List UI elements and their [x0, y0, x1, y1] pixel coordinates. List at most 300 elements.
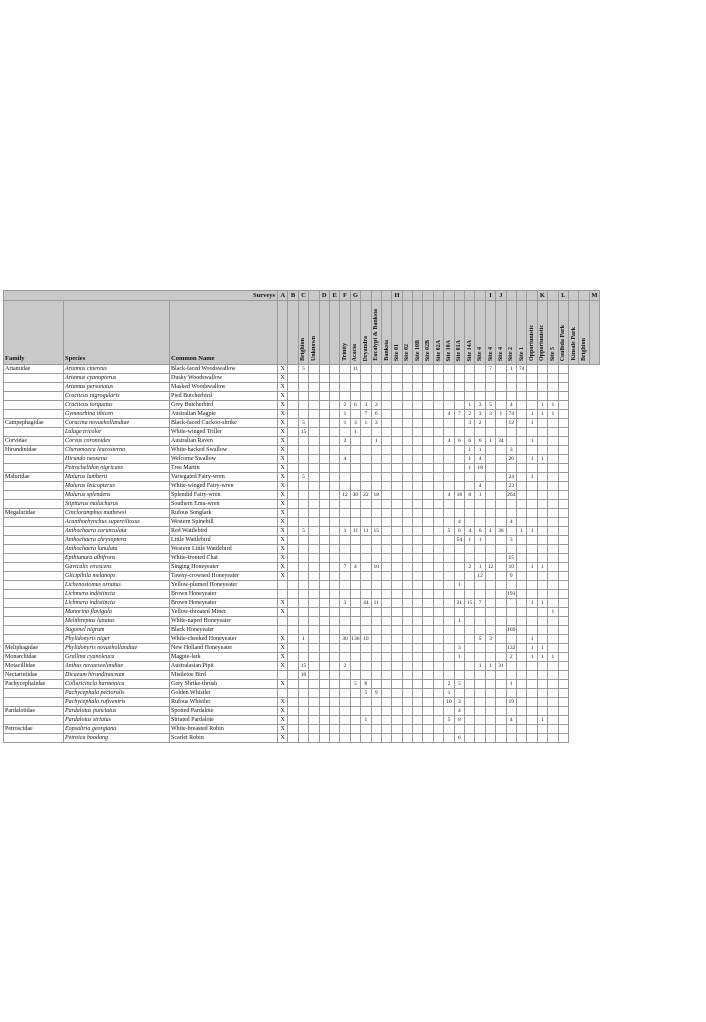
count-cell	[319, 473, 329, 482]
count-cell: 1	[475, 563, 485, 572]
count-cell	[454, 428, 464, 437]
count-cell	[548, 527, 558, 536]
count-cell	[444, 419, 454, 428]
count-cell	[506, 500, 516, 509]
count-cell	[319, 734, 329, 743]
site-column-header	[350, 301, 360, 365]
count-cell	[381, 410, 391, 419]
count-cell	[496, 491, 506, 500]
count-cell: 19	[506, 698, 516, 707]
table-row	[4, 419, 600, 428]
count-cell	[402, 689, 412, 698]
site-column-header	[371, 301, 381, 365]
count-cell	[329, 419, 339, 428]
count-cell: 12	[340, 491, 350, 500]
count-cell	[558, 671, 568, 680]
site-column-label: Site 5	[549, 346, 556, 361]
count-cell	[340, 617, 350, 626]
site-column-label: Site 1	[518, 346, 525, 361]
count-cell	[329, 671, 339, 680]
count-cell	[298, 563, 308, 572]
count-cell	[340, 680, 350, 689]
count-cell	[309, 581, 319, 590]
count-cell	[558, 410, 568, 419]
count-cell	[309, 419, 319, 428]
count-cell	[288, 617, 298, 626]
count-cell	[558, 419, 568, 428]
count-cell	[454, 509, 464, 518]
count-cell	[496, 680, 506, 689]
count-cell	[371, 455, 381, 464]
count-cell	[350, 671, 360, 680]
count-cell	[506, 581, 516, 590]
count-cell	[319, 644, 329, 653]
count-cell	[413, 653, 423, 662]
count-cell	[527, 383, 537, 392]
count-cell	[361, 374, 371, 383]
count-cell	[288, 554, 298, 563]
table-row	[4, 491, 600, 500]
count-cell	[433, 545, 443, 554]
count-cell	[475, 473, 485, 482]
count-cell: 7	[340, 563, 350, 572]
survey-group-header: M	[589, 291, 599, 301]
count-cell: 6	[454, 527, 464, 536]
count-cell: 1	[516, 527, 526, 536]
count-cell	[392, 536, 402, 545]
count-cell: 5	[298, 527, 308, 536]
count-cell	[402, 599, 412, 608]
presence-cell: X	[278, 437, 288, 446]
count-cell: 10	[506, 563, 516, 572]
family-cell	[4, 572, 64, 581]
count-cell	[361, 734, 371, 743]
count-cell: 193	[507, 591, 516, 597]
count-cell: 1	[548, 401, 558, 410]
count-cell	[371, 428, 381, 437]
count-cell	[454, 419, 464, 428]
common-name-cell: Welcome Swallow	[170, 455, 278, 464]
count-cell: 1	[444, 689, 454, 698]
count-cell	[516, 509, 526, 518]
count-cell	[444, 581, 454, 590]
count-cell	[350, 662, 360, 671]
presence-cell: X	[278, 680, 288, 689]
count-cell	[423, 437, 433, 446]
count-cell	[413, 545, 423, 554]
count-cell	[319, 545, 329, 554]
count-cell: 1	[527, 455, 537, 464]
count-cell	[288, 446, 298, 455]
count-cell: 1	[485, 527, 495, 536]
count-cell	[444, 635, 454, 644]
count-cell	[465, 707, 475, 716]
count-cell	[516, 473, 526, 482]
site-column-header	[319, 301, 329, 365]
count-cell: 5	[444, 716, 454, 725]
site-column-header	[465, 301, 475, 365]
count-cell	[485, 572, 495, 581]
count-cell	[423, 428, 433, 437]
count-cell	[392, 554, 402, 563]
count-cell	[319, 446, 329, 455]
count-cell	[288, 545, 298, 554]
count-cell	[309, 689, 319, 698]
count-cell	[392, 716, 402, 725]
count-cell	[350, 590, 360, 599]
count-cell: 3	[350, 419, 360, 428]
count-cell	[371, 518, 381, 527]
count-cell	[465, 617, 475, 626]
count-cell: 74	[516, 365, 526, 374]
count-cell	[381, 599, 391, 608]
count-cell	[298, 554, 308, 563]
family-cell	[4, 518, 64, 527]
count-cell	[402, 509, 412, 518]
count-cell	[527, 509, 537, 518]
count-cell	[548, 725, 558, 734]
table-row	[4, 581, 600, 590]
count-cell	[402, 464, 412, 473]
count-cell	[288, 734, 298, 743]
site-column-label: Site 02B	[425, 339, 432, 361]
count-cell	[537, 662, 547, 671]
count-cell	[444, 383, 454, 392]
count-cell	[423, 482, 433, 491]
table-row	[4, 410, 600, 419]
count-cell	[527, 680, 537, 689]
count-cell	[496, 554, 506, 563]
count-cell	[298, 581, 308, 590]
count-cell	[402, 392, 412, 401]
count-cell	[444, 617, 454, 626]
count-cell	[527, 536, 537, 545]
count-cell	[475, 617, 485, 626]
count-cell: 5	[475, 635, 485, 644]
count-cell	[537, 734, 547, 743]
count-cell	[527, 689, 537, 698]
count-cell	[475, 698, 485, 707]
species-cell: Cracticus nigrogularis	[64, 392, 170, 401]
count-cell	[413, 617, 423, 626]
count-cell	[278, 581, 288, 590]
count-cell	[485, 392, 495, 401]
table-body	[4, 365, 600, 743]
count-cell	[413, 527, 423, 536]
count-cell	[319, 509, 329, 518]
count-cell	[423, 518, 433, 527]
count-cell	[381, 662, 391, 671]
survey-group-header: D	[319, 291, 329, 301]
family-cell: Nectariniidae	[4, 671, 64, 680]
count-cell	[485, 554, 495, 563]
count-cell	[516, 392, 526, 401]
count-cell	[350, 509, 360, 518]
count-cell	[475, 734, 485, 743]
count-cell	[288, 419, 298, 428]
count-cell	[340, 716, 350, 725]
count-cell	[309, 365, 319, 374]
count-cell	[444, 473, 454, 482]
count-cell	[485, 671, 495, 680]
count-cell	[309, 617, 319, 626]
table-row	[4, 698, 600, 707]
species-cell: Gymnorhina tibicen	[64, 410, 170, 419]
count-cell	[413, 482, 423, 491]
survey-group-header: A	[278, 291, 288, 301]
count-cell	[319, 383, 329, 392]
survey-group-header	[454, 291, 464, 301]
count-cell	[381, 491, 391, 500]
count-cell	[309, 680, 319, 689]
count-cell	[381, 473, 391, 482]
species-cell: Artamus cyanopterus	[64, 374, 170, 383]
count-cell	[548, 644, 558, 653]
count-cell	[371, 707, 381, 716]
count-cell	[537, 374, 547, 383]
count-cell	[433, 554, 443, 563]
count-cell	[465, 608, 475, 617]
survey-group-header	[413, 291, 423, 301]
count-cell	[381, 500, 391, 509]
count-cell	[516, 554, 526, 563]
count-cell	[402, 482, 412, 491]
count-cell	[350, 653, 360, 662]
count-cell	[496, 590, 506, 599]
count-cell	[496, 716, 506, 725]
count-cell	[309, 446, 319, 455]
count-cell	[496, 455, 506, 464]
count-cell	[402, 626, 412, 635]
count-cell: 7	[454, 410, 464, 419]
count-cell	[527, 617, 537, 626]
common-name-cell: Yellow-throated Miner	[170, 608, 278, 617]
count-cell	[329, 374, 339, 383]
count-cell	[423, 635, 433, 644]
count-cell	[298, 383, 308, 392]
count-cell	[361, 545, 371, 554]
count-cell	[433, 671, 443, 680]
count-cell	[485, 644, 495, 653]
count-cell	[413, 374, 423, 383]
count-cell	[350, 536, 360, 545]
count-cell	[298, 482, 308, 491]
count-cell	[423, 725, 433, 734]
count-cell	[516, 644, 526, 653]
species-cell: Coracina novaehollandiae	[64, 419, 170, 428]
count-cell	[381, 617, 391, 626]
count-cell: 1	[454, 581, 464, 590]
common-name-cell: White-naped Honeyeater	[170, 617, 278, 626]
count-cell	[537, 419, 547, 428]
count-cell	[423, 410, 433, 419]
count-cell	[340, 707, 350, 716]
count-cell: 10	[298, 671, 308, 680]
count-cell	[475, 590, 485, 599]
count-cell	[309, 698, 319, 707]
count-cell	[381, 509, 391, 518]
count-cell	[298, 653, 308, 662]
count-cell	[402, 518, 412, 527]
count-cell	[496, 572, 506, 581]
count-cell	[329, 725, 339, 734]
count-cell	[319, 374, 329, 383]
count-cell	[381, 554, 391, 563]
count-cell	[413, 446, 423, 455]
common-name-cell: Scarlet Robin	[170, 734, 278, 743]
count-cell	[309, 635, 319, 644]
family-cell	[4, 464, 64, 473]
count-cell	[537, 509, 547, 518]
count-cell	[516, 572, 526, 581]
count-cell	[413, 635, 423, 644]
count-cell	[329, 428, 339, 437]
count-cell	[392, 671, 402, 680]
count-cell	[288, 428, 298, 437]
site-column-label: Dryandra	[362, 335, 369, 361]
count-cell	[454, 401, 464, 410]
count-cell	[516, 563, 526, 572]
count-cell: 1	[475, 662, 485, 671]
count-cell	[361, 473, 371, 482]
count-cell	[413, 383, 423, 392]
common-name-cell: Rufous Songlark	[170, 509, 278, 518]
count-cell	[381, 446, 391, 455]
count-cell	[485, 446, 495, 455]
count-cell	[433, 563, 443, 572]
count-cell	[537, 527, 547, 536]
count-cell	[496, 536, 506, 545]
count-cell	[558, 509, 568, 518]
count-cell	[506, 707, 516, 716]
count-cell	[548, 617, 558, 626]
count-cell	[548, 680, 558, 689]
count-cell	[413, 500, 423, 509]
count-cell	[361, 392, 371, 401]
count-cell	[298, 374, 308, 383]
count-cell	[444, 554, 454, 563]
count-cell	[392, 509, 402, 518]
count-cell: 1	[475, 446, 485, 455]
count-cell	[423, 446, 433, 455]
site-column-label: Site 02A	[435, 339, 442, 361]
presence-cell: X	[278, 419, 288, 428]
count-cell	[548, 482, 558, 491]
presence-cell: X	[278, 446, 288, 455]
family-cell	[4, 500, 64, 509]
count-cell	[423, 401, 433, 410]
count-cell	[298, 734, 308, 743]
common-name-cell: Western Little Wattlebird	[170, 545, 278, 554]
count-cell	[371, 716, 381, 725]
count-cell	[496, 509, 506, 518]
count-cell	[413, 455, 423, 464]
count-cell: 4	[475, 482, 485, 491]
table-row	[4, 545, 600, 554]
count-cell: 8	[465, 491, 475, 500]
count-cell	[381, 563, 391, 572]
count-cell	[298, 446, 308, 455]
count-cell	[361, 455, 371, 464]
survey-group-header: K	[537, 291, 547, 301]
count-cell: 9	[506, 572, 516, 581]
count-cell	[298, 617, 308, 626]
count-cell	[433, 392, 443, 401]
survey-group-header	[371, 291, 381, 301]
count-cell	[381, 689, 391, 698]
count-cell: 1	[527, 635, 537, 644]
count-cell	[319, 401, 329, 410]
count-cell	[340, 374, 350, 383]
count-cell	[527, 725, 537, 734]
count-cell	[496, 545, 506, 554]
count-cell	[402, 410, 412, 419]
table-row	[4, 707, 600, 716]
count-cell	[319, 707, 329, 716]
count-cell	[548, 500, 558, 509]
family-cell	[4, 482, 64, 491]
family-cell	[4, 734, 64, 743]
count-cell	[527, 545, 537, 554]
species-cell: Manorina flavigula	[64, 608, 170, 617]
count-cell	[402, 500, 412, 509]
count-cell	[392, 644, 402, 653]
site-column-label: Site 01	[393, 343, 400, 361]
count-cell	[371, 392, 381, 401]
count-cell	[402, 725, 412, 734]
family-cell: Campephagidae	[4, 419, 64, 428]
count-cell	[506, 383, 516, 392]
family-cell	[4, 383, 64, 392]
count-cell	[319, 410, 329, 419]
species-cell: Malurus splendens	[64, 491, 170, 500]
count-cell	[527, 572, 537, 581]
count-cell: 1	[548, 608, 558, 617]
count-cell	[548, 428, 558, 437]
count-cell	[402, 563, 412, 572]
count-cell	[288, 392, 298, 401]
species-cell: Petrochelidon nigricans	[64, 464, 170, 473]
count-cell	[485, 716, 495, 725]
site-column-label: Site 10B	[414, 339, 421, 361]
count-cell	[340, 482, 350, 491]
count-cell	[558, 545, 568, 554]
family-cell	[4, 428, 64, 437]
count-cell	[402, 527, 412, 536]
count-cell	[485, 374, 495, 383]
count-cell: 54	[454, 536, 464, 545]
count-cell	[329, 518, 339, 527]
count-cell: 1	[537, 563, 547, 572]
count-cell	[392, 464, 402, 473]
count-cell	[516, 653, 526, 662]
count-cell	[454, 689, 464, 698]
count-cell: 3	[485, 635, 495, 644]
count-cell	[392, 455, 402, 464]
count-cell	[288, 365, 298, 374]
survey-group-header: G	[350, 291, 360, 301]
count-cell	[278, 671, 288, 680]
count-cell: 1	[548, 410, 558, 419]
count-cell	[340, 473, 350, 482]
count-cell	[485, 455, 495, 464]
count-cell	[392, 572, 402, 581]
count-cell	[465, 734, 475, 743]
count-cell: 3	[454, 644, 464, 653]
count-cell: 4	[506, 518, 516, 527]
count-cell	[558, 680, 568, 689]
count-cell	[423, 608, 433, 617]
